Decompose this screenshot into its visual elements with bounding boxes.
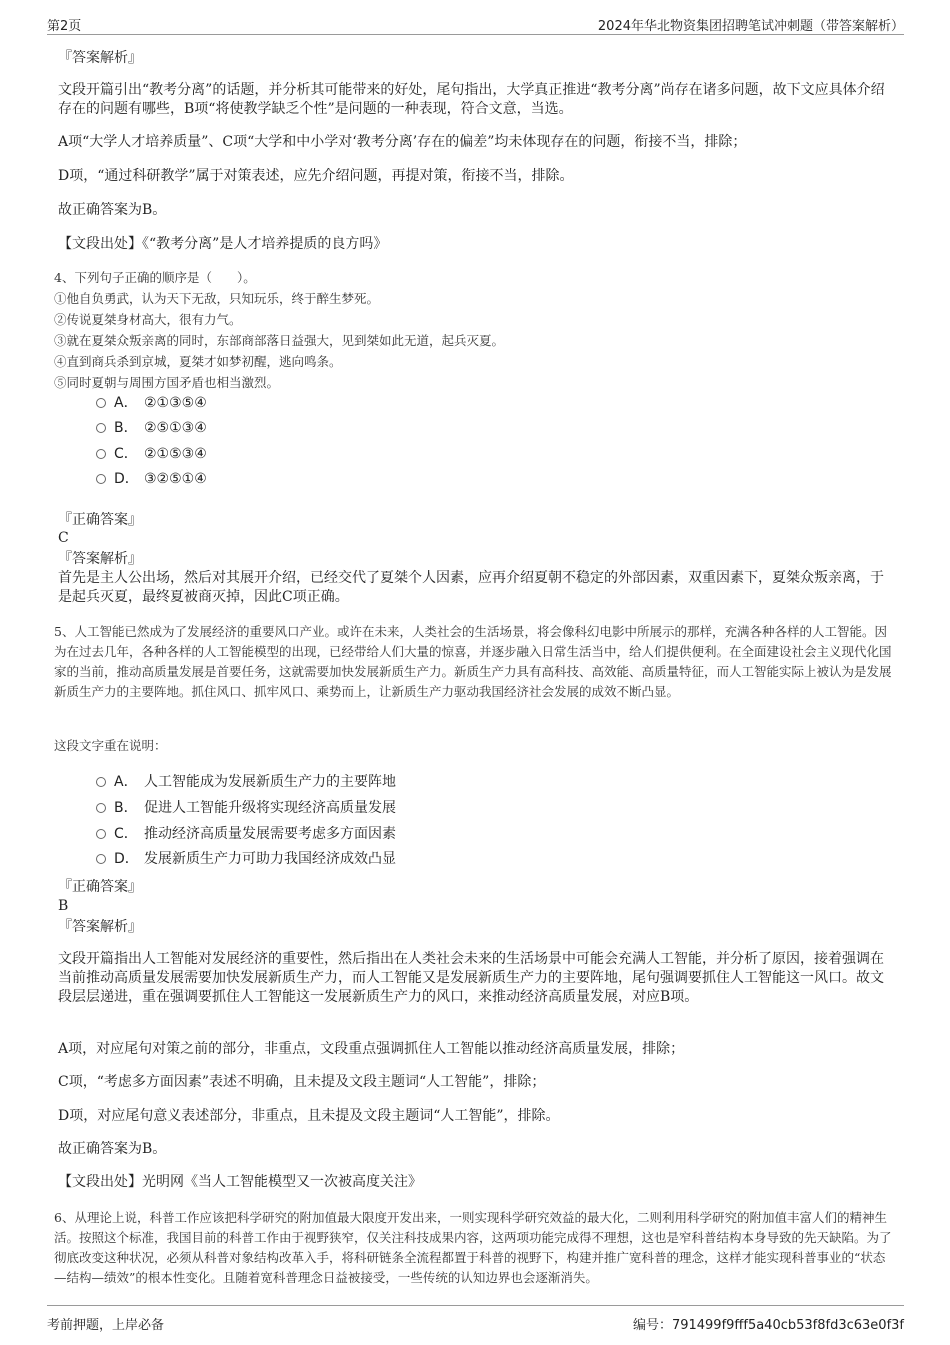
option-text: ②①③⑤④: [144, 395, 207, 411]
question-5-prompt: 这段文字重在说明：: [54, 738, 167, 753]
correct-answer: C: [58, 530, 69, 546]
question-6-stem: 6、从理论上说，科普工作应该把科学研究的附加值最大限度开发出来，一则实现科学研究效益的最大化，二则利用科学研究的附加值丰富人们的精神生活。按照这个标准，我国目前的科普工作由于视野狭窄，仅关注科技成果内容，这两项功能完成得不理想，这也是窄科普结构本身导致的先天缺陷。为了彻底改变这种状况，必须从科普对象结构改革入手，将科研链条全流程都置于科普的视野下，构建并推广宽科普的理念，这样才能实现科普事业的“状态—结构—绩效”的根本性变化。且随着宽科普理念日益被接受，一些传统的认知边界也会逐渐消失。: [54, 1210, 892, 1285]
question-5-option-c[interactable]: [96, 825, 396, 843]
correct-answer: B: [58, 898, 69, 914]
analysis-option-a-c: A项“大学人才培养质量”、C项“大学和中小学对‘教考分离’存在的偏差”均未体现存在的问题，衔接不当，排除；: [58, 134, 747, 150]
analysis-paragraph: 文段开篇指出人工智能对发展经济的重要性，然后指出在人类社会未来的生活场景中可能会充满人工智能，并分析了原因，接着强调在当前推动高质量发展需要加快发展新质生产力，而人工智能又是发展新质生产力的主要阵地，尾句强调要抓住人工智能这一风口。故文段层层递进，重在强调要抓住人工智能这一发展新质生产力的风口，来推动经济高质量发展，对应B项。: [58, 951, 884, 1005]
question-4-item: ④直到商兵杀到京城，夏桀才如梦初醒，逃向鸣条。: [54, 354, 342, 369]
option-letter: D．: [114, 471, 139, 487]
footer-divider: [47, 1305, 904, 1306]
analysis-option-d: D项，对应尾句意义表述部分，非重点，且未提及文段主题词“人工智能”，排除。: [58, 1108, 560, 1124]
document-title: 2024年华北物资集团招聘笔试冲刺题（带答案解析）: [597, 19, 904, 34]
radio-icon[interactable]: [96, 803, 106, 813]
analysis-option-c: C项，“考虑多方面因素”表述不明确，且未提及文段主题词“人工智能”，排除；: [58, 1074, 546, 1090]
page-footer: [47, 1305, 904, 1333]
option-text: 发展新质生产力可助力我国经济成效凸显: [144, 851, 396, 867]
analysis-heading: 『答案解析』: [58, 50, 142, 66]
option-letter: B．: [114, 800, 138, 816]
question-5-option-a[interactable]: [96, 773, 396, 791]
question-4-item: ①他自负勇武，认为天下无敌，只知玩乐，终于醉生梦死。: [54, 291, 380, 306]
option-text: ③②⑤①④: [144, 471, 207, 487]
header-divider: [47, 34, 904, 35]
analysis-conclusion: 故正确答案为B。: [58, 202, 167, 218]
page-number: 第2页: [47, 19, 82, 34]
question-5-stem: 5、人工智能已然成为了发展经济的重要风口产业。或许在未来，人类社会的生活场景，将会像科幻电影中所展示的那样，充满各种各样的人工智能。因为在过去几年，各种各样的人工智能模型的出现，已经带给人们大量的惊喜，并逐步融入日常生活当中，给人们提供便利。在全面建设社会主义现代化国家的当前，推动高质量发展是首要任务，这就需要加快发展新质生产力。新质生产力具有高科技、高效能、高质量特征，而人工智能实际上被认为是发展新质生产力的主要阵地。抓住风口、抓牢风口、乘势而上，让新质生产力驱动我国经济社会发展的成效不断凸显。: [54, 624, 892, 699]
question-4-option-c[interactable]: [96, 445, 207, 463]
option-text: 推动经济高质量发展需要考虑多方面因素: [144, 826, 396, 842]
question-5-option-b[interactable]: [96, 799, 396, 817]
radio-icon[interactable]: [96, 449, 106, 459]
passage-source: 【文段出处】光明网《当人工智能模型又一次被高度关注》: [58, 1174, 422, 1190]
option-text: 人工智能成为发展新质生产力的主要阵地: [144, 774, 396, 790]
question-4-option-a[interactable]: [96, 394, 207, 412]
correct-answer-heading: 『正确答案』: [58, 512, 142, 528]
analysis-heading: 『答案解析』: [58, 919, 142, 935]
analysis-conclusion: 故正确答案为B。: [58, 1141, 167, 1157]
option-letter: C．: [114, 826, 138, 842]
radio-icon[interactable]: [96, 398, 106, 408]
radio-icon[interactable]: [96, 474, 106, 484]
radio-icon[interactable]: [96, 777, 106, 787]
analysis-option-a: A项，对应尾句对策之前的部分，非重点，文段重点强调抓住人工智能以推动经济高质量发展，排除；: [58, 1041, 685, 1057]
option-letter: D．: [114, 851, 139, 867]
page-header: [47, 12, 904, 34]
footer-slogan: 考前押题，上岸必备: [47, 1318, 165, 1333]
option-text: ②⑤①③④: [144, 420, 207, 436]
option-letter: C．: [114, 446, 138, 462]
question-5-option-d[interactable]: [96, 850, 396, 868]
question-4-item: ③就在夏桀众叛亲离的同时，东部商部落日益强大，见到桀如此无道，起兵灭夏。: [54, 333, 505, 348]
passage-source: 【文段出处】《“教考分离”是人才培养提质的良方吗》: [58, 236, 388, 252]
question-4-option-d[interactable]: [96, 470, 207, 488]
question-4-item: ②传说夏桀身材高大，很有力气。: [54, 312, 242, 327]
option-letter: A．: [114, 395, 138, 411]
analysis-paragraph: 首先是主人公出场，然后对其展开介绍，已经交代了夏桀个人因素，应再介绍夏朝不稳定的外部因素，双重因素下，夏桀众叛亲离，于是起兵灭夏，最终夏被商灭掉，因此C项正确。: [58, 570, 884, 605]
radio-icon[interactable]: [96, 854, 106, 864]
document-code: 编号：791499f9fff5a40cb53f8fd3c63e0f3f: [632, 1318, 904, 1333]
analysis-paragraph: 文段开篇引出“教考分离”的话题，并分析其可能带来的好处，尾句指出，大学真正推进“教考分离”尚存在诸多问题，故下文应具体介绍存在的问题有哪些，B项“将使教学缺乏个性”是问题的一种表现，符合文意，当选。: [58, 82, 885, 117]
radio-icon[interactable]: [96, 829, 106, 839]
radio-icon[interactable]: [96, 423, 106, 433]
question-4-stem: 4、下列句子正确的顺序是（ ）。: [54, 270, 256, 285]
option-letter: B．: [114, 420, 138, 436]
correct-answer-heading: 『正确答案』: [58, 879, 142, 895]
option-letter: A．: [114, 774, 138, 790]
option-text: ②①⑤③④: [144, 446, 207, 462]
question-4-item: ⑤同时夏朝与周围方国矛盾也相当激烈。: [54, 375, 280, 390]
analysis-option-d: D项，“通过科研教学”属于对策表述，应先介绍问题，再提对策，衔接不当，排除。: [58, 168, 574, 184]
question-4-option-b[interactable]: [96, 419, 207, 437]
option-text: 促进人工智能升级将实现经济高质量发展: [144, 800, 396, 816]
analysis-heading: 『答案解析』: [58, 551, 142, 567]
